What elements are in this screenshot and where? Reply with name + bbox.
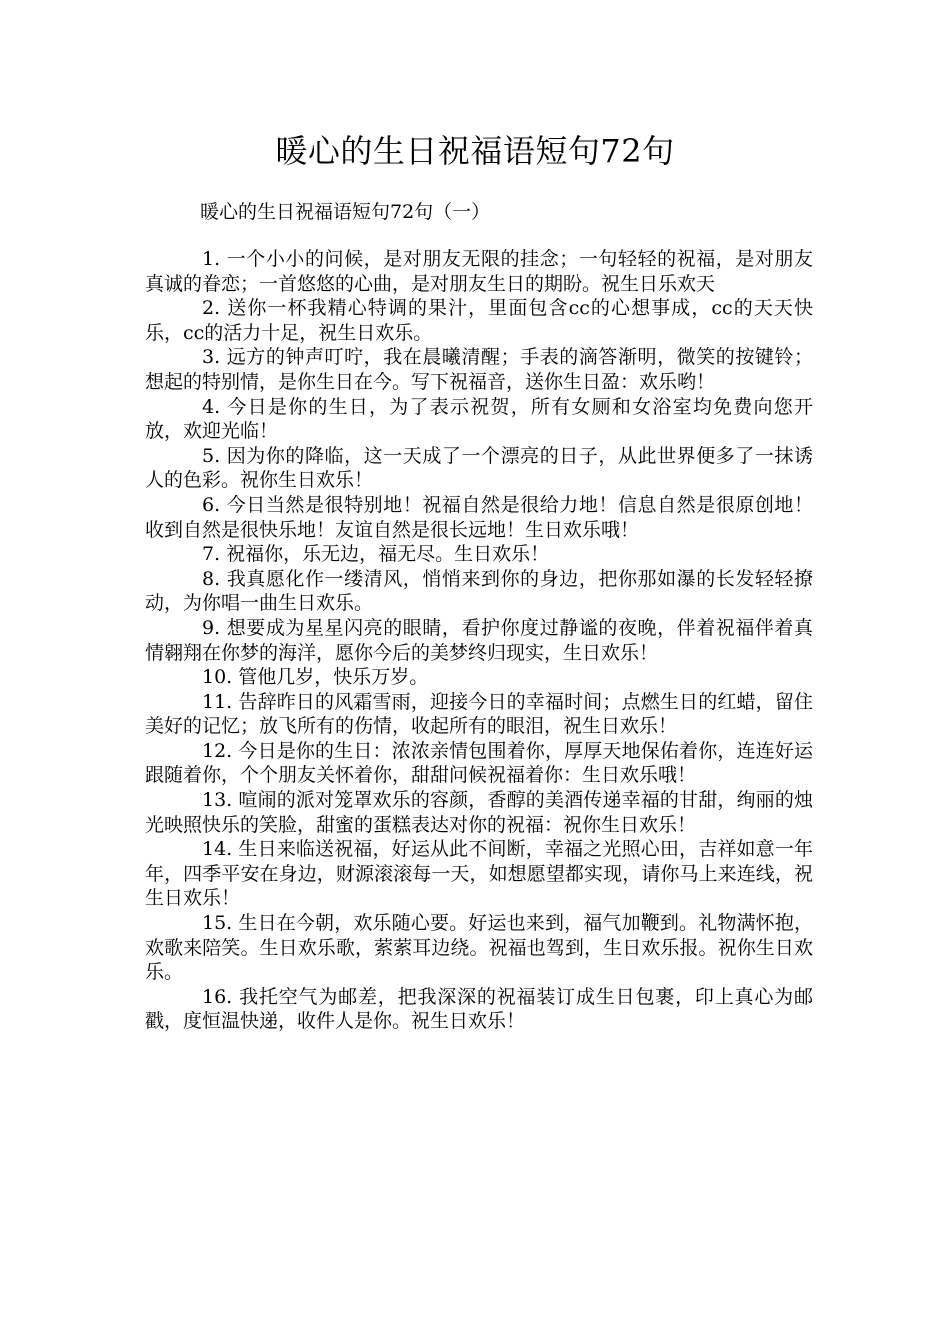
list-item: 15. 生日在今朝，欢乐随心要。好运也来到，福气加鞭到。礼物满怀抱，欢歌来陪笑。生日欢乐歌，萦萦耳边绕。祝福也驾到，生日欢乐报。祝你生日欢乐。 [145, 912, 813, 984]
list-item: 12. 今日是你的生日：浓浓亲情包围着你，厚厚天地保佑着你，连连好运跟随着你，个个朋友关怀着你，甜甜问候祝福着你：生日欢乐哦！ [145, 739, 813, 787]
list-item: 1. 一个小小的问候，是对朋友无限的挂念；一句轻轻的祝福，是对朋友真诚的眷恋；一首悠悠的心曲，是对朋友生日的期盼。祝生日乐欢天 [145, 248, 813, 295]
list-item: 14. 生日来临送祝福，好运从此不间断，幸福之光照心田，吉祥如意一年年，四季平安在身边，财源滚滚每一天，如想愿望都实现，请你马上来连线，祝生日欢乐！ [145, 838, 813, 910]
list-item: 13. 喧闹的派对笼罩欢乐的容颜，香醇的美酒传递幸福的甘甜，绚丽的烛光映照快乐的笑脸，甜蜜的蛋糕表达对你的祝福：祝你生日欢乐！ [145, 789, 813, 836]
list-item: 16. 我托空气为邮差，把我深深的祝福装订成生日包裹，印上真心为邮戳，度恒温快递，收件人是你。祝生日欢乐！ [145, 985, 813, 1033]
list-item: 2. 送你一杯我精心特调的果汁，里面包含cc的心想事成，cc的天天快乐，cc的活力十足，祝生日欢乐。 [145, 297, 813, 344]
list-item: 9. 想要成为星星闪亮的眼睛，看护你度过静谧的夜晚，伴着祝福伴着真情翱翔在你梦的海洋，愿你今后的美梦终归现实，生日欢乐！ [145, 616, 813, 664]
blessing-list [145, 247, 813, 1034]
list-item: 10. 管他几岁，快乐万岁。 [202, 666, 429, 689]
list-item: 8. 我真愿化作一缕清风，悄悄来到你的身边，把你那如瀑的长发轻轻撩动，为你唱一曲生日欢乐。 [145, 567, 813, 615]
list-item: 4. 今日是你的生日，为了表示祝贺，所有女厕和女浴室均免费向您开放，欢迎光临！ [145, 395, 813, 443]
list-item: 3. 远方的钟声叮咛，我在晨曦清醒；手表的滴答渐明，微笑的按键铃；想起的特别情，是你生日在今。写下祝福音，送你生日盈：欢乐哟！ [145, 346, 813, 393]
list-item: 7. 祝福你，乐无边，福无尽。生日欢乐！ [202, 543, 550, 566]
section-subtitle: 暖心的生日祝福语短句72句（一） [200, 201, 491, 223]
document-title: 暖心的生日祝福语短句72句 [275, 132, 675, 170]
list-item: 6. 今日当然是很特别地！祝福自然是很给力地！信息自然是很原创地！收到自然是很快乐地！友谊自然是很长远地！生日欢乐哦！ [145, 493, 813, 541]
list-item: 11. 告辞昨日的风霜雪雨，迎接今日的幸福时间；点燃生日的红蜡，留住美好的记忆；放飞所有的伤情，收起所有的眼泪，祝生日欢乐！ [145, 690, 813, 738]
list-item: 5. 因为你的降临，这一天成了一个漂亮的日子，从此世界便多了一抹诱人的色彩。祝你生日欢乐！ [145, 444, 813, 492]
